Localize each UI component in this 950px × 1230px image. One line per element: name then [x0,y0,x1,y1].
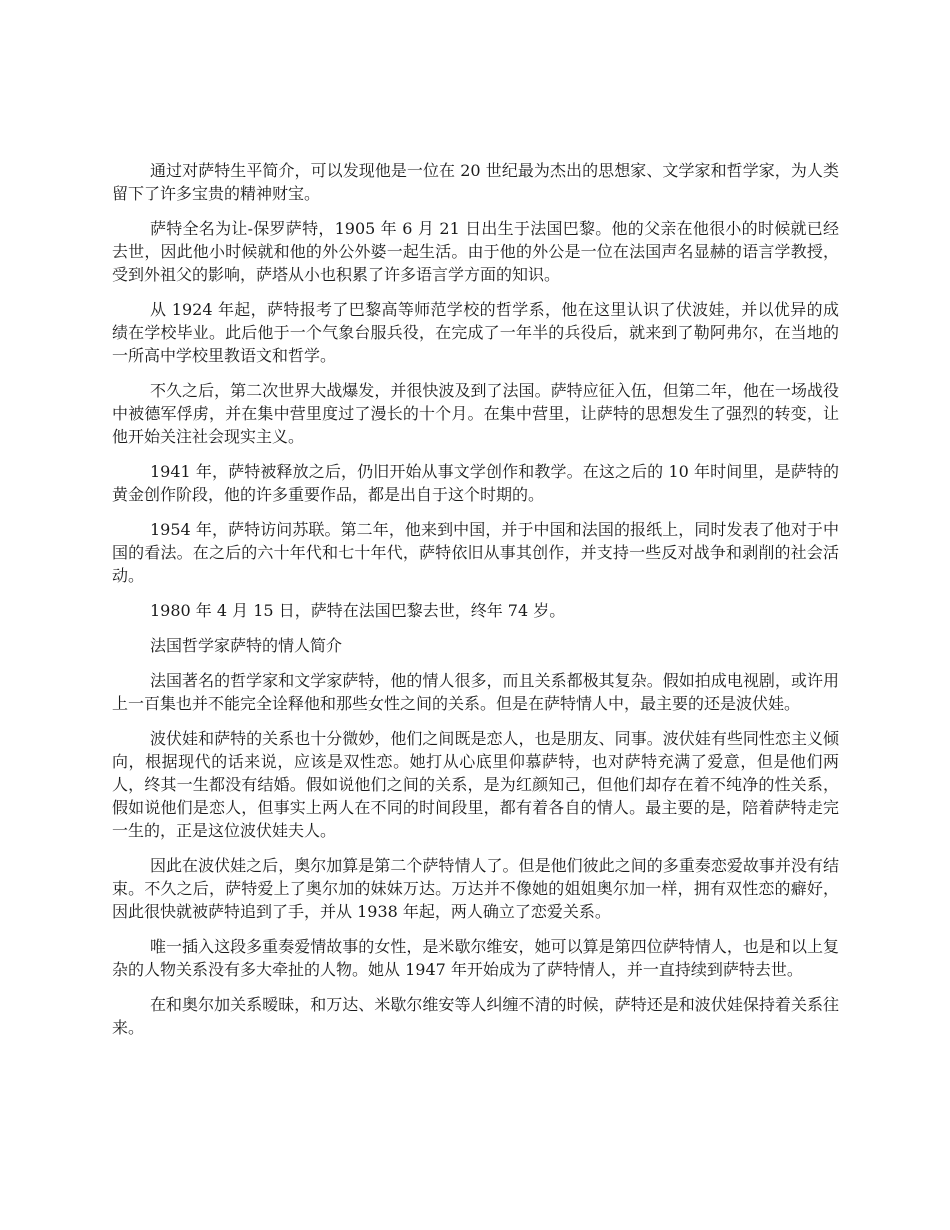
paragraph-education: 从 1924 年起，萨特报考了巴黎高等师范学校的哲学系，他在这里认识了伏波娃，并以优异的成绩在学校毕业。此后他于一个气象台服兵役，在完成了一年半的兵役后，就来到了勒阿弗尔，在当地的一所高中学校里教语文和哲学。 [112,300,839,365]
paragraph-death: 1980 年 4 月 15 日，萨特在法国巴黎去世，终年 74 岁。 [150,601,566,620]
paragraph-olga: 因此在波伏娃之后，奥尔加算是第二个萨特情人了。但是他们彼此之间的多重奏恋爱故事并没有结束。不久之后，萨特爱上了奥尔加的妹妹万达。万达并不像她的姐姐奥尔加一样，拥有双性恋的癖好，因此很快就被萨特追到了手，并从 1938 年起，两人确立了恋爱关系。 [112,856,839,921]
paragraph-war: 不久之后，第二次世界大战爆发，并很快波及到了法国。萨特应征入伍，但第二年，他在一场战役中被德军俘虏，并在集中营里度过了漫长的十个月。在集中营里，让萨特的思想发生了强烈的转变，让他开始关注社会现实主义。 [112,381,839,446]
paragraph-birth: 萨特全名为让-保罗萨特，1905 年 6 月 21 日出生于法国巴黎。他的父亲在他很小的时候就已经去世，因此他小时候就和他的外公外婆一起生活。由于他的外公是一位在法国声名显赫的语言学教授，受到外祖父的影响，萨塔从小也积累了许多语言学方面的知识。 [112,219,839,284]
document-body [112,159,839,1051]
paragraph-closing: 在和奥尔加关系暧昧，和万达、米歇尔维安等人纠缠不清的时候，萨特还是和波伏娃保持着关系往来。 [112,995,839,1037]
section-heading: 法国哲学家萨特的情人简介 [150,636,343,655]
paragraph-intro: 通过对萨特生平简介，可以发现他是一位在 20 世纪最为杰出的思想家、文学家和哲学家，为人类留下了许多宝贵的精神财宝。 [112,161,839,203]
paragraph-1954: 1954 年，萨特访问苏联。第二年，他来到中国，并于中国和法国的报纸上，同时发表了他对于中国的看法。在之后的六十年代和七十年代，萨特依旧从事其创作，并支持一些反对战争和剥削的社会活动。 [112,520,839,585]
paragraph-1941: 1941 年，萨特被释放之后，仍旧开始从事文学创作和教学。在这之后的 10 年时间里，是萨特的黄金创作阶段，他的许多重要作品，都是出自于这个时期的。 [112,462,839,504]
paragraph-michelle: 唯一插入这段多重奏爱情故事的女性，是米歇尔维安，她可以算是第四位萨特情人，也是和以上复杂的人物关系没有多大牵扯的人物。她从 1947 年开始成为了萨特情人，并一直持续到萨特去世。 [112,937,839,979]
paragraph-lovers-intro: 法国著名的哲学家和文学家萨特，他的情人很多，而且关系都极其复杂。假如拍成电视剧，或许用上一百集也并不能完全诠释他和那些女性之间的关系。但是在萨特情人中，最主要的还是波伏娃。 [112,671,839,713]
paragraph-beauvoir: 波伏娃和萨特的关系也十分微妙，他们之间既是恋人，也是朋友、同事。波伏娃有些同性恋主义倾向，根据现代的话来说，应该是双性恋。她打从心底里仰慕萨特，也对萨特充满了爱意，但是他们两人，终其一生都没有结婚。假如说他们之间的关系，是为红颜知己，但他们却存在着不纯净的性关系，假如说他们是恋人，但事实上两人在不同的时间段里，都有着各自的情人。最主要的是，陪着萨特走完一生的，正是这位波伏娃夫人。 [112,729,839,840]
